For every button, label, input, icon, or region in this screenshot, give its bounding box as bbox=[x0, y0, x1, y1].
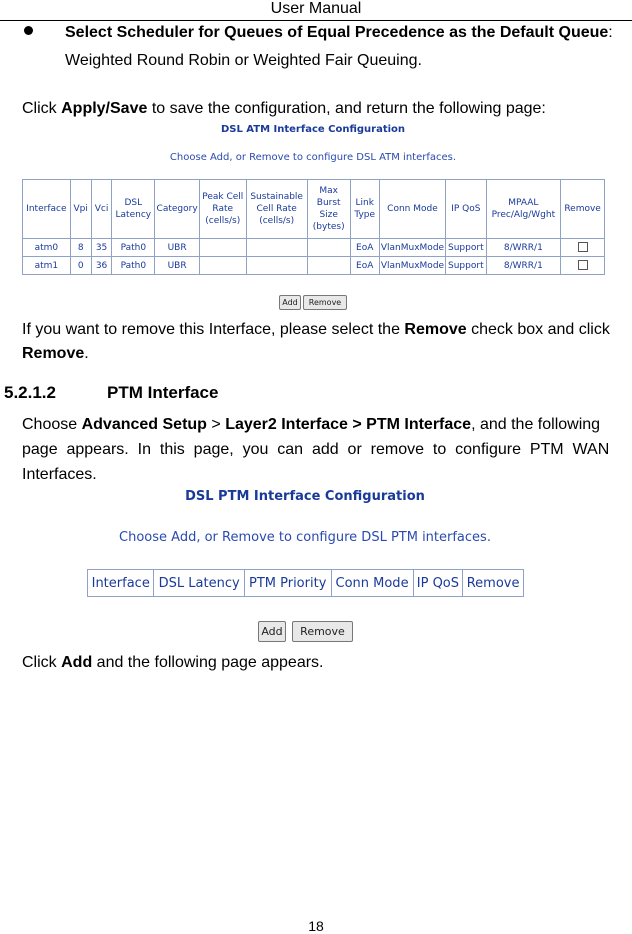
ptm-interface-table bbox=[87, 569, 524, 597]
table-cell: 8/WRR/1 bbox=[486, 239, 561, 257]
table-cell: atm1 bbox=[23, 257, 71, 275]
bullet-text: Weighted Round Robin or Weighted Fair Queuing. bbox=[65, 52, 422, 69]
column-header: MPAAL Prec/Alg/Wght bbox=[486, 180, 561, 239]
atm-add-button[interactable]: Add bbox=[279, 295, 301, 310]
column-header: IP QoS bbox=[413, 570, 463, 597]
table-cell: VlanMuxMode bbox=[379, 239, 445, 257]
column-header: Remove bbox=[561, 180, 605, 239]
bullet-dot bbox=[24, 26, 33, 35]
column-header: DSL Latency bbox=[112, 180, 155, 239]
paragraph-choose-line2: page appears. In this page, you can add or remove to configure PTM WAN bbox=[22, 441, 610, 458]
paragraph-remove-cont: Remove. bbox=[22, 345, 89, 362]
table-cell: 8/WRR/1 bbox=[486, 257, 561, 275]
page-header: User Manual bbox=[0, 0, 632, 21]
column-header: Vci bbox=[91, 180, 112, 239]
table-header-row bbox=[88, 570, 524, 597]
table-cell: UBR bbox=[155, 239, 200, 257]
column-header: Conn Mode bbox=[379, 180, 445, 239]
paragraph-remove: If you want to remove this Interface, please select the Remove check box and click bbox=[22, 321, 610, 338]
column-header: Sustainable Cell Rate (cells/s) bbox=[246, 180, 307, 239]
table-cell bbox=[200, 239, 247, 257]
paragraph-click-add: Click Add and the following page appears. bbox=[22, 654, 324, 671]
atm-figure-subtitle: Choose Add, or Remove to configure DSL ATM interfaces. bbox=[169, 152, 457, 163]
column-header: Max Burst Size (bytes) bbox=[307, 180, 350, 239]
paragraph-choose-line3: Interfaces. bbox=[22, 466, 97, 483]
table-cell: 0 bbox=[70, 257, 91, 275]
ptm-figure-title: DSL PTM Interface Configuration bbox=[185, 489, 425, 504]
table-cell: EoA bbox=[350, 257, 379, 275]
remove-checkbox-cell bbox=[561, 239, 605, 257]
table-cell bbox=[200, 257, 247, 275]
ptm-figure-subtitle: Choose Add, or Remove to configure DSL PTM interfaces. bbox=[119, 530, 491, 545]
table-cell: UBR bbox=[155, 257, 200, 275]
table-cell: 36 bbox=[91, 257, 112, 275]
section-title: PTM Interface bbox=[107, 383, 219, 402]
table-cell bbox=[307, 257, 350, 275]
atm-interface-table bbox=[22, 179, 605, 275]
atm-figure-title: DSL ATM Interface Configuration bbox=[220, 124, 406, 135]
table-cell bbox=[246, 239, 307, 257]
column-header: IP QoS bbox=[446, 180, 486, 239]
paragraph-choose: Choose Advanced Setup > Layer2 Interface > PTM Interface, and the following bbox=[22, 416, 601, 433]
table-cell bbox=[246, 257, 307, 275]
page-number: 18 bbox=[308, 918, 324, 934]
column-header: Category bbox=[155, 180, 200, 239]
table-row bbox=[23, 239, 605, 257]
column-header: DSL Latency bbox=[154, 570, 244, 597]
column-header: Interface bbox=[88, 570, 154, 597]
table-cell: 35 bbox=[91, 239, 112, 257]
bullet-heading: Select Scheduler for Queues of Equal Precedence as the Default Queue: bbox=[65, 24, 613, 41]
table-cell: Support bbox=[446, 239, 486, 257]
table-cell: VlanMuxMode bbox=[379, 257, 445, 275]
column-header: Conn Mode bbox=[331, 570, 413, 597]
remove-checkbox-cell bbox=[561, 257, 605, 275]
ptm-add-button[interactable]: Add bbox=[258, 621, 286, 642]
remove-checkbox[interactable] bbox=[578, 260, 588, 270]
table-row bbox=[23, 257, 605, 275]
column-header: Link Type bbox=[350, 180, 379, 239]
table-cell: Path0 bbox=[112, 239, 155, 257]
column-header: Interface bbox=[23, 180, 71, 239]
table-cell: EoA bbox=[350, 239, 379, 257]
ptm-remove-button[interactable]: Remove bbox=[292, 621, 353, 642]
atm-remove-button[interactable]: Remove bbox=[303, 295, 347, 310]
column-header: Vpi bbox=[70, 180, 91, 239]
column-header: PTM Priority bbox=[244, 570, 331, 597]
table-cell: Path0 bbox=[112, 257, 155, 275]
column-header: Remove bbox=[463, 570, 524, 597]
column-header: Peak Cell Rate (cells/s) bbox=[200, 180, 247, 239]
table-cell: Support bbox=[446, 257, 486, 275]
table-cell: atm0 bbox=[23, 239, 71, 257]
table-cell bbox=[307, 239, 350, 257]
section-number: 5.2.1.2 bbox=[4, 383, 56, 402]
remove-checkbox[interactable] bbox=[578, 242, 588, 252]
table-cell: 8 bbox=[70, 239, 91, 257]
paragraph-click-apply: Click Apply/Save to save the configuration, and return the following page: bbox=[22, 100, 546, 117]
table-header-row bbox=[23, 180, 605, 239]
